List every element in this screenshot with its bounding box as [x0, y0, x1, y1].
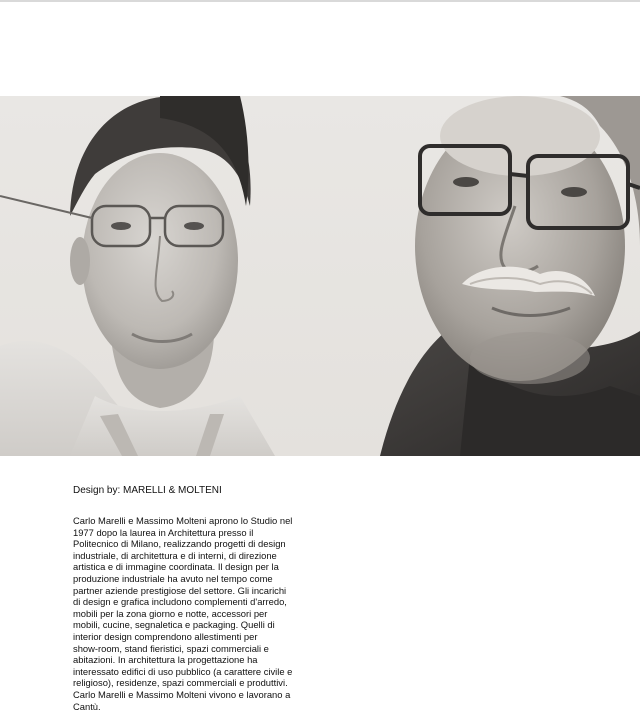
designers-name: MARELLI & MOLTENI [123, 485, 222, 496]
design-by-line [73, 485, 222, 497]
design-by-prefix: Design by: [73, 485, 124, 496]
designers-biography: Carlo Marelli e Massimo Molteni aprono lo Studio nel 1977 dopo la laurea in Architettura presso il Politecnico di Milano, realizzando progetti di design industriale, di architettura e di interni, di direzione artistica e di immagine coordinata. Il design per la produzione industriale ha avuto nel tempo come partner aziende prestigiose del settore. Gli incarichi di design e grafica includono complementi d'arredo, mobili per la zona giorno e notte, accessori per mobili, cucine, segnaletica e packaging. Quelli di interior design comprendono allestimenti per show-room, stand fieristici, spazi commerciali e abitazioni. In architettura la progettazione ha interessato edifici di uso pubblico (a carattere civile e religioso), residenze, spazi commerciali e produttivi. Carlo Marelli e Massimo Molteni vivono e lavorano a Cantù. [73, 515, 293, 712]
top-divider [0, 0, 640, 2]
portrait-photo-icon [0, 96, 640, 456]
designers-portrait-photo [0, 96, 640, 456]
